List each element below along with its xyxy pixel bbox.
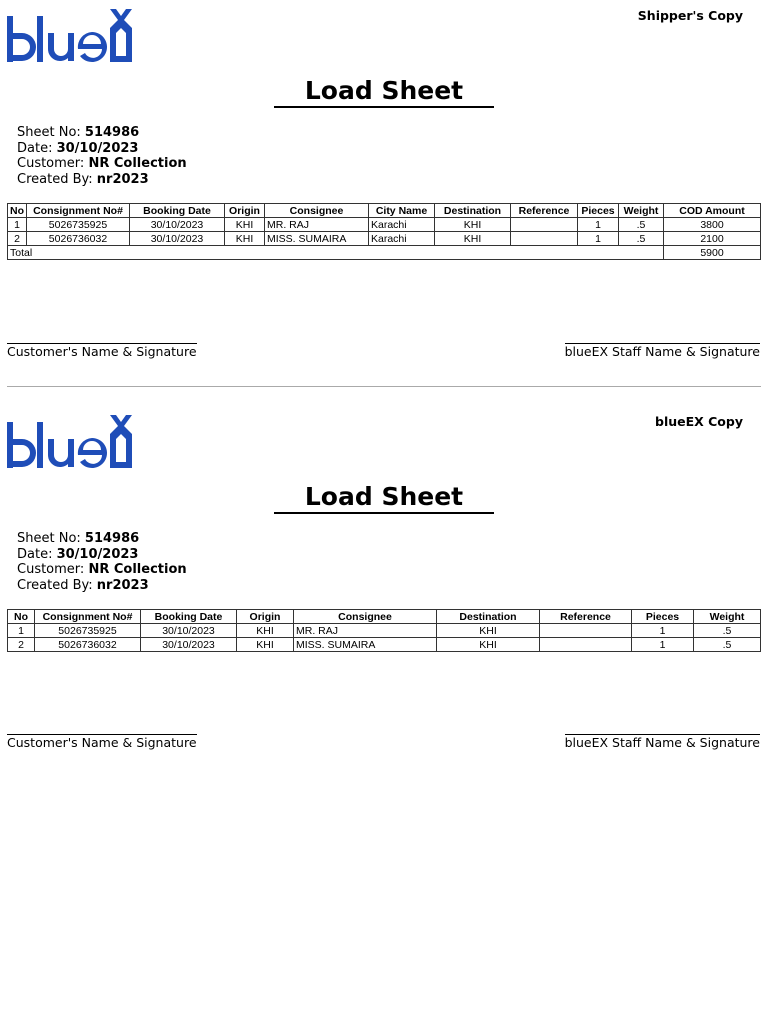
sheet-meta [17,531,187,594]
customer-signature-line: Customer's Name & Signature [7,735,197,750]
column-header: Origin [237,610,294,624]
page-title: Load Sheet [274,482,494,514]
staff-signature-line: blueEX Staff Name & Signature [564,735,760,750]
column-header: City Name [369,204,435,218]
sheet-no-label: Sheet No: [17,531,81,546]
table-cell: MISS. SUMAIRA [294,638,437,652]
table-cell: KHI [437,638,540,652]
column-header: Destination [437,610,540,624]
blueex-logo [6,6,132,68]
column-header: No [8,610,35,624]
sheet-no-value: 514986 [84,531,140,546]
table-cell: KHI [237,624,294,638]
table-cell [540,624,632,638]
table-cell: KHI [225,232,265,246]
table-cell: 1 [632,638,694,652]
table-cell: 30/10/2023 [141,624,237,638]
table-cell: KHI [435,232,511,246]
column-header: No [8,204,27,218]
table-cell: KHI [237,638,294,652]
table-cell: 5026736032 [27,232,130,246]
table-cell: 1 [8,624,35,638]
table-cell [511,232,578,246]
table-cell: 5026735925 [27,218,130,232]
blueex-logo [6,412,132,474]
column-header: Consignee [294,610,437,624]
created-by-label: Created By: [17,172,93,188]
table-cell: .5 [619,218,664,232]
table-cell: .5 [694,624,761,638]
copy-label: Shipper's Copy [637,8,743,23]
table-cell: Karachi [369,232,435,246]
total-label: Total [8,246,664,260]
table-cell: 30/10/2023 [130,232,225,246]
customer-signature-line: Customer's Name & Signature [7,344,197,359]
table-cell: Karachi [369,218,435,232]
table-cell: 2100 [664,232,761,246]
table-header-row [8,610,761,624]
column-header: Pieces [578,204,619,218]
column-header: Booking Date [130,204,225,218]
table-cell: 2 [8,638,35,652]
table-cell: 3800 [664,218,761,232]
column-header: Weight [619,204,664,218]
section-divider [7,386,761,387]
column-header: COD Amount [664,204,761,218]
table-cell: 1 [578,218,619,232]
table-cell: 1 [8,218,27,232]
customer-label: Customer: [17,562,85,578]
copy-label: blueEX Copy [655,414,743,429]
sheet-no-label: Sheet No: [17,125,81,140]
date-row [17,547,187,563]
table-cell: KHI [225,218,265,232]
table-cell: KHI [435,218,511,232]
created-by-value: nr2023 [96,172,149,188]
table-cell: 30/10/2023 [141,638,237,652]
consignment-table [7,609,761,652]
column-header: Reference [540,610,632,624]
table-cell: KHI [437,624,540,638]
date-label: Date: [17,546,53,562]
created-by-value: nr2023 [96,578,149,594]
blueex-copy-section [0,406,768,766]
customer-label: Customer: [17,156,85,172]
table-cell: .5 [619,232,664,246]
date-label: Date: [17,140,53,156]
customer-row [17,156,187,172]
blueex-logo-icon [6,412,132,470]
table-row [8,638,761,652]
table-cell: 30/10/2023 [130,218,225,232]
total-value: 5900 [664,246,761,260]
table-cell [511,218,578,232]
table-cell: 5026736032 [35,638,141,652]
column-header: Weight [694,610,761,624]
table-cell: MISS. SUMAIRA [265,232,369,246]
page-title: Load Sheet [274,76,494,108]
table-row [8,232,761,246]
sheet-no-row [17,125,187,141]
date-value: 30/10/2023 [56,140,139,156]
table-cell [540,638,632,652]
column-header: Consignment No# [27,204,130,218]
table-row [8,218,761,232]
table-cell: .5 [694,638,761,652]
total-row [8,246,761,260]
table-cell: MR. RAJ [294,624,437,638]
column-header: Consignment No# [35,610,141,624]
created-by-row [17,172,187,188]
table-cell: 1 [578,232,619,246]
column-header: Origin [225,204,265,218]
column-header: Consignee [265,204,369,218]
column-header: Reference [511,204,578,218]
table-cell: 1 [632,624,694,638]
column-header: Booking Date [141,610,237,624]
created-by-row [17,578,187,594]
customer-value: NR Collection [88,156,187,172]
table-cell: 5026735925 [35,624,141,638]
staff-signature-line: blueEX Staff Name & Signature [564,344,760,359]
table-row [8,624,761,638]
customer-row [17,562,187,578]
table-cell: MR. RAJ [265,218,369,232]
customer-value: NR Collection [88,562,187,578]
table-cell: 2 [8,232,27,246]
sheet-no-row [17,531,187,547]
consignment-table [7,203,761,260]
sheet-meta [17,125,187,188]
date-value: 30/10/2023 [56,546,139,562]
table-header-row [8,204,761,218]
blueex-logo-icon [6,6,132,64]
date-row [17,141,187,157]
column-header: Destination [435,204,511,218]
column-header: Pieces [632,610,694,624]
shipper-copy-section [0,0,768,380]
sheet-no-value: 514986 [84,125,140,140]
created-by-label: Created By: [17,578,93,594]
